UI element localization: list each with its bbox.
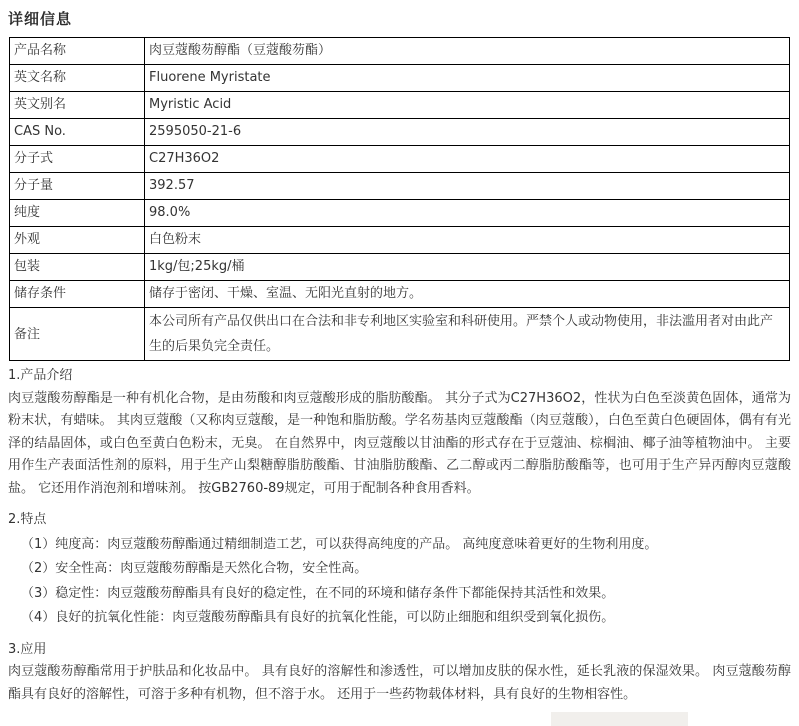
application-paragraph: 肉豆蔻酸芴醇酯常用于护肤品和化妆品中。 具有良好的溶解性和渗透性，可以增加皮肤的保水性，延长乳液的保湿效果。 肉豆蔻酸芴醇酯具有良好的溶解性，可溶于多种有机物，但不溶于水。 还用于一些药物载体材料，具有良好的生物相容性。 [8,664,791,702]
section-heading-application: 3.应用 [8,641,47,657]
spec-value: 1kg/包;25kg/桶 [145,254,790,281]
feature-item: （3）稳定性：肉豆蔻酸芴醇酯具有良好的稳定性，在不同的环境和储存条件下都能保持其活性和效果。 [21,585,615,601]
table-row [10,308,790,361]
table-row [10,254,790,281]
spec-label: 纯度 [10,200,145,227]
spec-value: 肉豆蔻酸芴醇酯（豆蔻酸芴酯） [145,38,790,65]
table-row [10,173,790,200]
spec-label: 储存条件 [10,281,145,308]
spec-value: 储存于密闭、干燥、室温、无阳光直射的地方。 [145,281,790,308]
spec-label: 产品名称 [10,38,145,65]
spec-value: C27H36O2 [145,146,790,173]
table-row [10,119,790,146]
table-row [10,146,790,173]
spec-label: 外观 [10,227,145,254]
table-row [10,92,790,119]
table-row [10,281,790,308]
bottom-cutoff-box [551,712,688,726]
feature-item: （4）良好的抗氧化性能：肉豆蔻酸芴醇酯具有良好的抗氧化性能，可以防止细胞和组织受到氧化损伤。 [21,610,615,625]
spec-value: 98.0% [145,200,790,227]
table-row [10,38,790,65]
section-heading-features: 2.特点 [8,512,47,527]
spec-label: 英文名称 [10,65,145,92]
feature-item: （1）纯度高：肉豆蔻酸芴醇酯通过精细制造工艺，可以获得高纯度的产品。 高纯度意味着更好的生物利用度。 [21,536,658,552]
table-row [10,200,790,227]
spec-value: 白色粉末 [145,227,790,254]
page-title: 详细信息 [8,10,73,28]
table-row [10,65,790,92]
section-heading-intro: 1.产品介绍 [8,368,73,383]
spec-value: Fluorene Myristate [145,65,790,92]
product-spec-table [9,37,790,361]
spec-label: 英文别名 [10,92,145,119]
spec-value: Myristic Acid [145,92,790,119]
spec-value: 2595050-21-6 [145,119,790,146]
spec-label: 备注 [10,308,145,361]
table-row [10,227,790,254]
feature-item: （2）安全性高：肉豆蔻酸芴醇酯是天然化合物，安全性高。 [21,561,368,576]
spec-label: 分子量 [10,173,145,200]
spec-label: CAS No. [10,119,145,146]
description-content [8,365,791,706]
intro-paragraph: 肉豆蔻酸芴醇酯是一种有机化合物，是由芴酸和肉豆蔻酸形成的脂肪酸酯。 其分子式为C27H36O2，性状为白色至淡黄色固体，通常为粉末状，有蜡味。 其肉豆蔻酸（又称肉豆蔻酸，是一种饱和脂肪酸。学名芴基肉豆蔻酸酯（肉豆蔻酸），白色至黄白色硬固体，偶有有光泽的结晶固体，或白色至黄白色粉末，无臭。 在自然界中，肉豆蔻酸以甘油酯的形式存在于豆蔻油、棕榈油、椰子油等植物油中。 主要用作生产表面活性剂的原料，用于生产山梨糖醇脂肪酸酯、甘油脂肪酸酯、乙二醇或丙二醇脂肪酸酯等，也可用于生产异丙醇肉豆蔻酸盐。 它还用作消泡剂和增味剂。 按GB2760-89规定，可用于配制各种食用香料。 [8,390,791,496]
spec-label: 分子式 [10,146,145,173]
spec-value: 本公司所有产品仅供出口在合法和非专利地区实验室和科研使用。严禁个人或动物使用，非法滥用者对由此产生的后果负完全责任。 [145,308,790,361]
spec-value: 392.57 [145,173,790,200]
spec-label: 包装 [10,254,145,281]
